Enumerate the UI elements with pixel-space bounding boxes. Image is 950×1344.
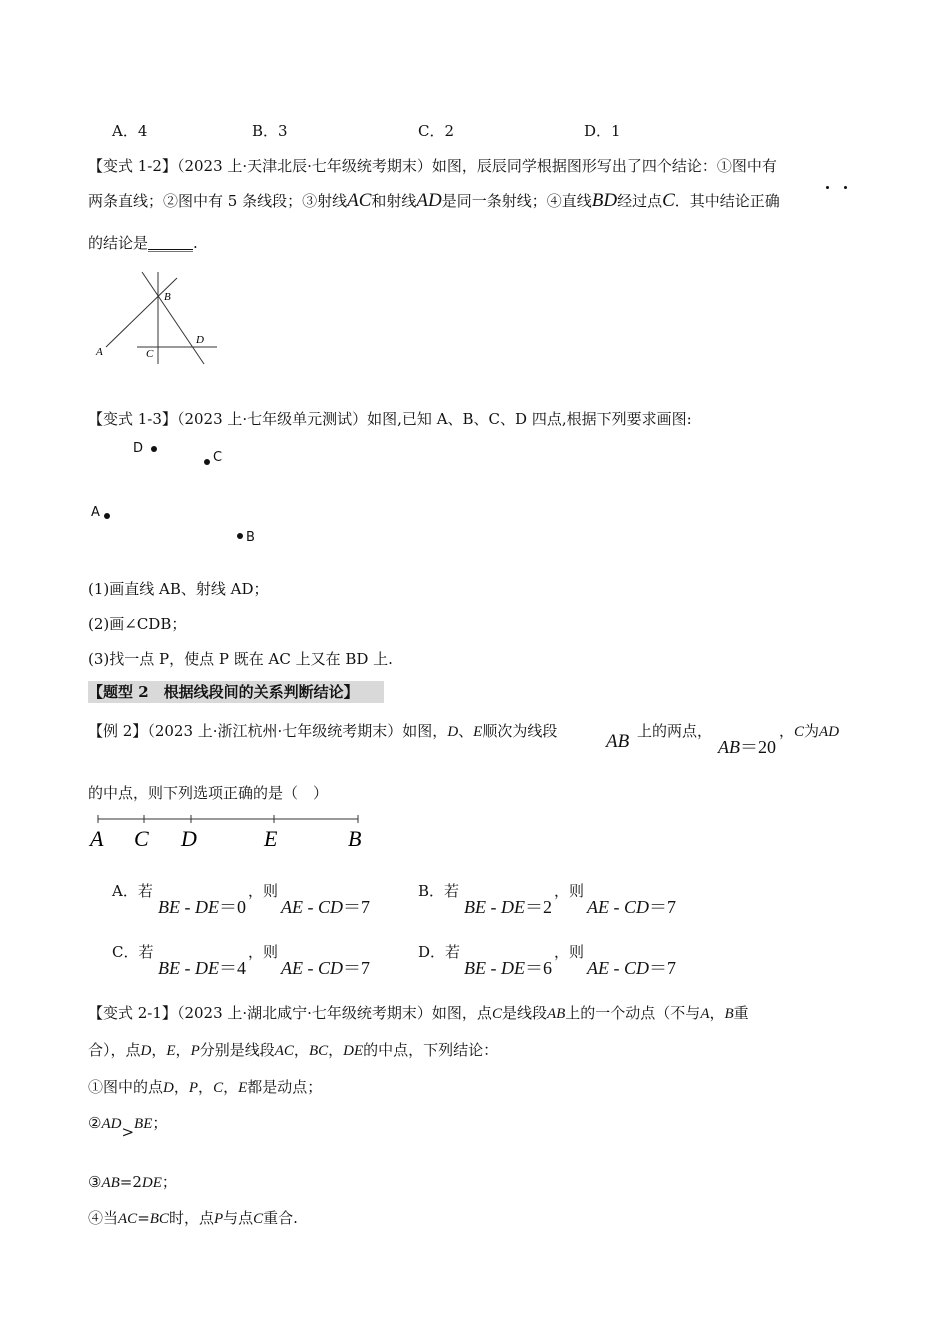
v12-line3 [88, 232, 198, 253]
v12-text2c: 是同一条射线；④直线 [441, 192, 592, 210]
option-label: D．若 [418, 943, 461, 961]
v21-source: （2023 上·湖北咸宁·七年级统考期末） [176, 1004, 432, 1022]
v13-task-1: (1)画直线 AB、射线 AD； [88, 580, 269, 598]
option-cond [464, 893, 552, 919]
v13-line1 [88, 408, 692, 429]
label-a: A [96, 346, 103, 358]
math-c: C [253, 1211, 264, 1227]
v21-statement-3 [88, 1171, 177, 1192]
s4-a: ④当 [88, 1209, 119, 1227]
cond-expr: BE - DE [464, 958, 525, 978]
res-expr: AE - CD [587, 958, 649, 978]
point-a [104, 513, 110, 519]
v12-line1 [88, 155, 777, 176]
s4-eq: = [137, 1209, 150, 1227]
math-e: E [473, 724, 483, 740]
res-value: ＝7 [649, 958, 676, 978]
res-value: ＝7 [343, 958, 370, 978]
point-d [151, 446, 157, 452]
option-res [281, 954, 370, 980]
math-p: P [213, 1211, 224, 1227]
math-p: P [188, 1080, 199, 1096]
ex2-segment-figure [88, 810, 378, 855]
label-b: B [164, 291, 171, 303]
prev-option-d: D．1 [584, 122, 621, 140]
v12-text2d: 经过点 [617, 192, 663, 210]
math-d: D [163, 1080, 174, 1096]
prev-option-c: C．2 [418, 122, 455, 140]
line-ab-slanted [106, 278, 177, 347]
cond-expr: BE - DE [158, 897, 219, 917]
v21-l2e: ， [293, 1041, 309, 1059]
cond-value: ＝4 [218, 958, 246, 978]
option-res [587, 893, 676, 919]
math-bc: BC [308, 1043, 329, 1059]
math-bc: BC [149, 1211, 169, 1227]
s4-d: 重合. [263, 1209, 298, 1227]
math-ad: AD [101, 1116, 122, 1132]
ex2-t1: 如图， [402, 722, 448, 740]
option-res [587, 954, 676, 980]
ex2-source: （2023 上·浙江杭州·七年级统考期末） [147, 722, 403, 740]
math-a: A [700, 1006, 710, 1022]
v21-l2g: 的中点，下列结论： [363, 1041, 499, 1059]
seg-label-b: B [348, 826, 362, 851]
v21-statement-4 [88, 1207, 298, 1228]
res-value: ＝7 [343, 897, 370, 917]
seg-label-a: A [90, 826, 104, 851]
sep: ， [223, 1078, 239, 1096]
eq-value: ＝20 [740, 737, 776, 757]
math-e: E [238, 1080, 248, 1096]
s3-end: ； [161, 1173, 177, 1191]
v21-l2f: ， [328, 1041, 344, 1059]
s4-b: 时，点 [168, 1209, 214, 1227]
option-label: B．若 [418, 882, 460, 900]
s2-a: ② [88, 1114, 102, 1132]
seg-label-e: E [264, 826, 278, 851]
option-label: C．若 [112, 943, 154, 961]
ex2-line1 [88, 720, 557, 741]
math-be: BE [134, 1116, 153, 1132]
ex2-t5: ， [779, 722, 795, 740]
math-e: E [166, 1043, 176, 1059]
res-expr: AE - CD [587, 897, 649, 917]
point-b [237, 533, 243, 539]
cond-expr: BE - DE [464, 897, 525, 917]
cond-value: ＝6 [524, 958, 552, 978]
gt-sign: > [121, 1123, 135, 1141]
option-cond [158, 893, 246, 919]
v21-tag: 【变式 2-1】 [88, 1004, 177, 1022]
v12-text2e: ．其中结论正确 [674, 192, 780, 210]
math-ac: AC [347, 190, 372, 211]
ex2-equation [718, 733, 776, 759]
option-res [281, 893, 370, 919]
option-then: ，则 [248, 882, 279, 900]
v21-line1 [88, 1002, 749, 1023]
res-expr: AE - CD [281, 958, 343, 978]
v21-l2b: ， [151, 1041, 167, 1059]
math-ac: AC [118, 1211, 138, 1227]
v13-task-3: (3)找一点 P，使点 P 既在 AC 上又在 BD 上. [88, 650, 393, 668]
math-p: P [190, 1043, 200, 1059]
v21-l1d: ， [709, 1004, 725, 1022]
answer-blank: ______ [148, 234, 194, 252]
point-d-label: D [133, 441, 144, 456]
emphasis-dot [844, 186, 847, 189]
math-c: C [491, 1006, 502, 1022]
emphasis-dot [826, 186, 829, 189]
math-de: DE [141, 1175, 162, 1191]
math-c: C [662, 190, 675, 211]
ex2-t4: 上的两点， [637, 722, 713, 740]
v21-statement-1 [88, 1076, 322, 1097]
v12-text2b: 和射线 [371, 192, 417, 210]
math-bd: BD [591, 190, 618, 211]
math-d: D [140, 1043, 152, 1059]
v13-source: （2023 上·七年级单元测试） [176, 410, 368, 428]
v12-text2a: 两条直线；②图中有 5 条线段；③射线 [88, 192, 348, 210]
v13-text: 如图,已知 A、B、C、D 四点,根据下列要求画图: [367, 410, 692, 428]
math-ab: AB [101, 1175, 120, 1191]
prev-option-b: B．3 [252, 122, 288, 140]
s2-end: ； [152, 1114, 168, 1132]
option-then: ，则 [554, 943, 585, 961]
point-c [204, 459, 210, 465]
option-cond [464, 954, 552, 980]
math-c2: C [794, 724, 805, 740]
math-ab: AB [606, 731, 630, 752]
res-value: ＝7 [649, 897, 676, 917]
math-c: C [213, 1080, 224, 1096]
math-b: B [724, 1006, 734, 1022]
v21-l2d: 分别是线段 [199, 1041, 275, 1059]
math-ab: AB [546, 1006, 566, 1022]
v12-source: （2023 上·天津北辰·七年级统考期末） [176, 157, 432, 175]
point-a-label: A [91, 505, 100, 520]
v12-text1: 如图，辰辰同学根据图形写出了四个结论：①图中有 [431, 157, 777, 175]
seg-label-d: D [181, 826, 197, 851]
label-d: D [196, 334, 204, 346]
ex2-line2: 的中点，则下列选项正确的是（ ） [88, 784, 329, 802]
v21-l2a: 合），点 [88, 1041, 141, 1059]
point-b-label: B [246, 530, 255, 545]
option-then: ，则 [554, 882, 585, 900]
sep: ， [173, 1078, 189, 1096]
s3-eq: =2 [119, 1173, 142, 1191]
math-d: D [447, 724, 459, 740]
s4-c: 与点 [223, 1209, 254, 1227]
math-ac: AC [274, 1043, 294, 1059]
v12-tag: 【变式 1-2】 [88, 157, 177, 175]
v21-l2c: ， [175, 1041, 191, 1059]
ex2-t3: 顺次为线段 [482, 722, 558, 740]
s1-a: ①图中的点 [88, 1078, 164, 1096]
v13-tag: 【变式 1-3】 [88, 410, 177, 428]
math-ad: AD [416, 190, 442, 211]
seg-label-c: C [134, 826, 149, 851]
section-header-type2: 【题型 2 根据线段间的关系判断结论】 [88, 681, 384, 703]
option-label: A．若 [112, 882, 153, 900]
option-then: ，则 [248, 943, 279, 961]
v13-task-2: (2)画∠CDB； [88, 615, 187, 633]
math-ab2: AB [718, 737, 740, 757]
v21-l1a: 如图，点 [431, 1004, 492, 1022]
v12-line2 [88, 190, 780, 212]
cond-expr: BE - DE [158, 958, 219, 978]
s3-a: ③ [88, 1173, 102, 1191]
ex2-tail [779, 720, 839, 741]
v21-l1c: 上的一个动点（不与 [565, 1004, 701, 1022]
cond-value: ＝0 [218, 897, 246, 917]
res-expr: AE - CD [281, 897, 343, 917]
prev-option-a: A．4 [112, 122, 148, 140]
s1-b: 都是动点； [247, 1078, 323, 1096]
cond-value: ＝2 [524, 897, 552, 917]
v21-l1b: 是线段 [501, 1004, 547, 1022]
math-ad2: AD [819, 724, 840, 740]
label-c: C [146, 348, 154, 360]
v12-text3a: 的结论是 [88, 234, 149, 252]
point-c-label: C [213, 450, 223, 465]
option-cond [158, 954, 246, 980]
ex2-tag: 【例 2】 [88, 722, 148, 740]
v21-l1e: 重 [733, 1004, 749, 1022]
math-de: DE [343, 1043, 364, 1059]
v12-figure [92, 268, 227, 368]
v21-line2 [88, 1039, 498, 1060]
v12-text3b: . [193, 234, 198, 252]
sep: ， [198, 1078, 214, 1096]
ex2-t6: 为 [804, 722, 820, 740]
v21-statement-2 [88, 1112, 168, 1141]
ex2-t2: 、 [458, 722, 474, 740]
